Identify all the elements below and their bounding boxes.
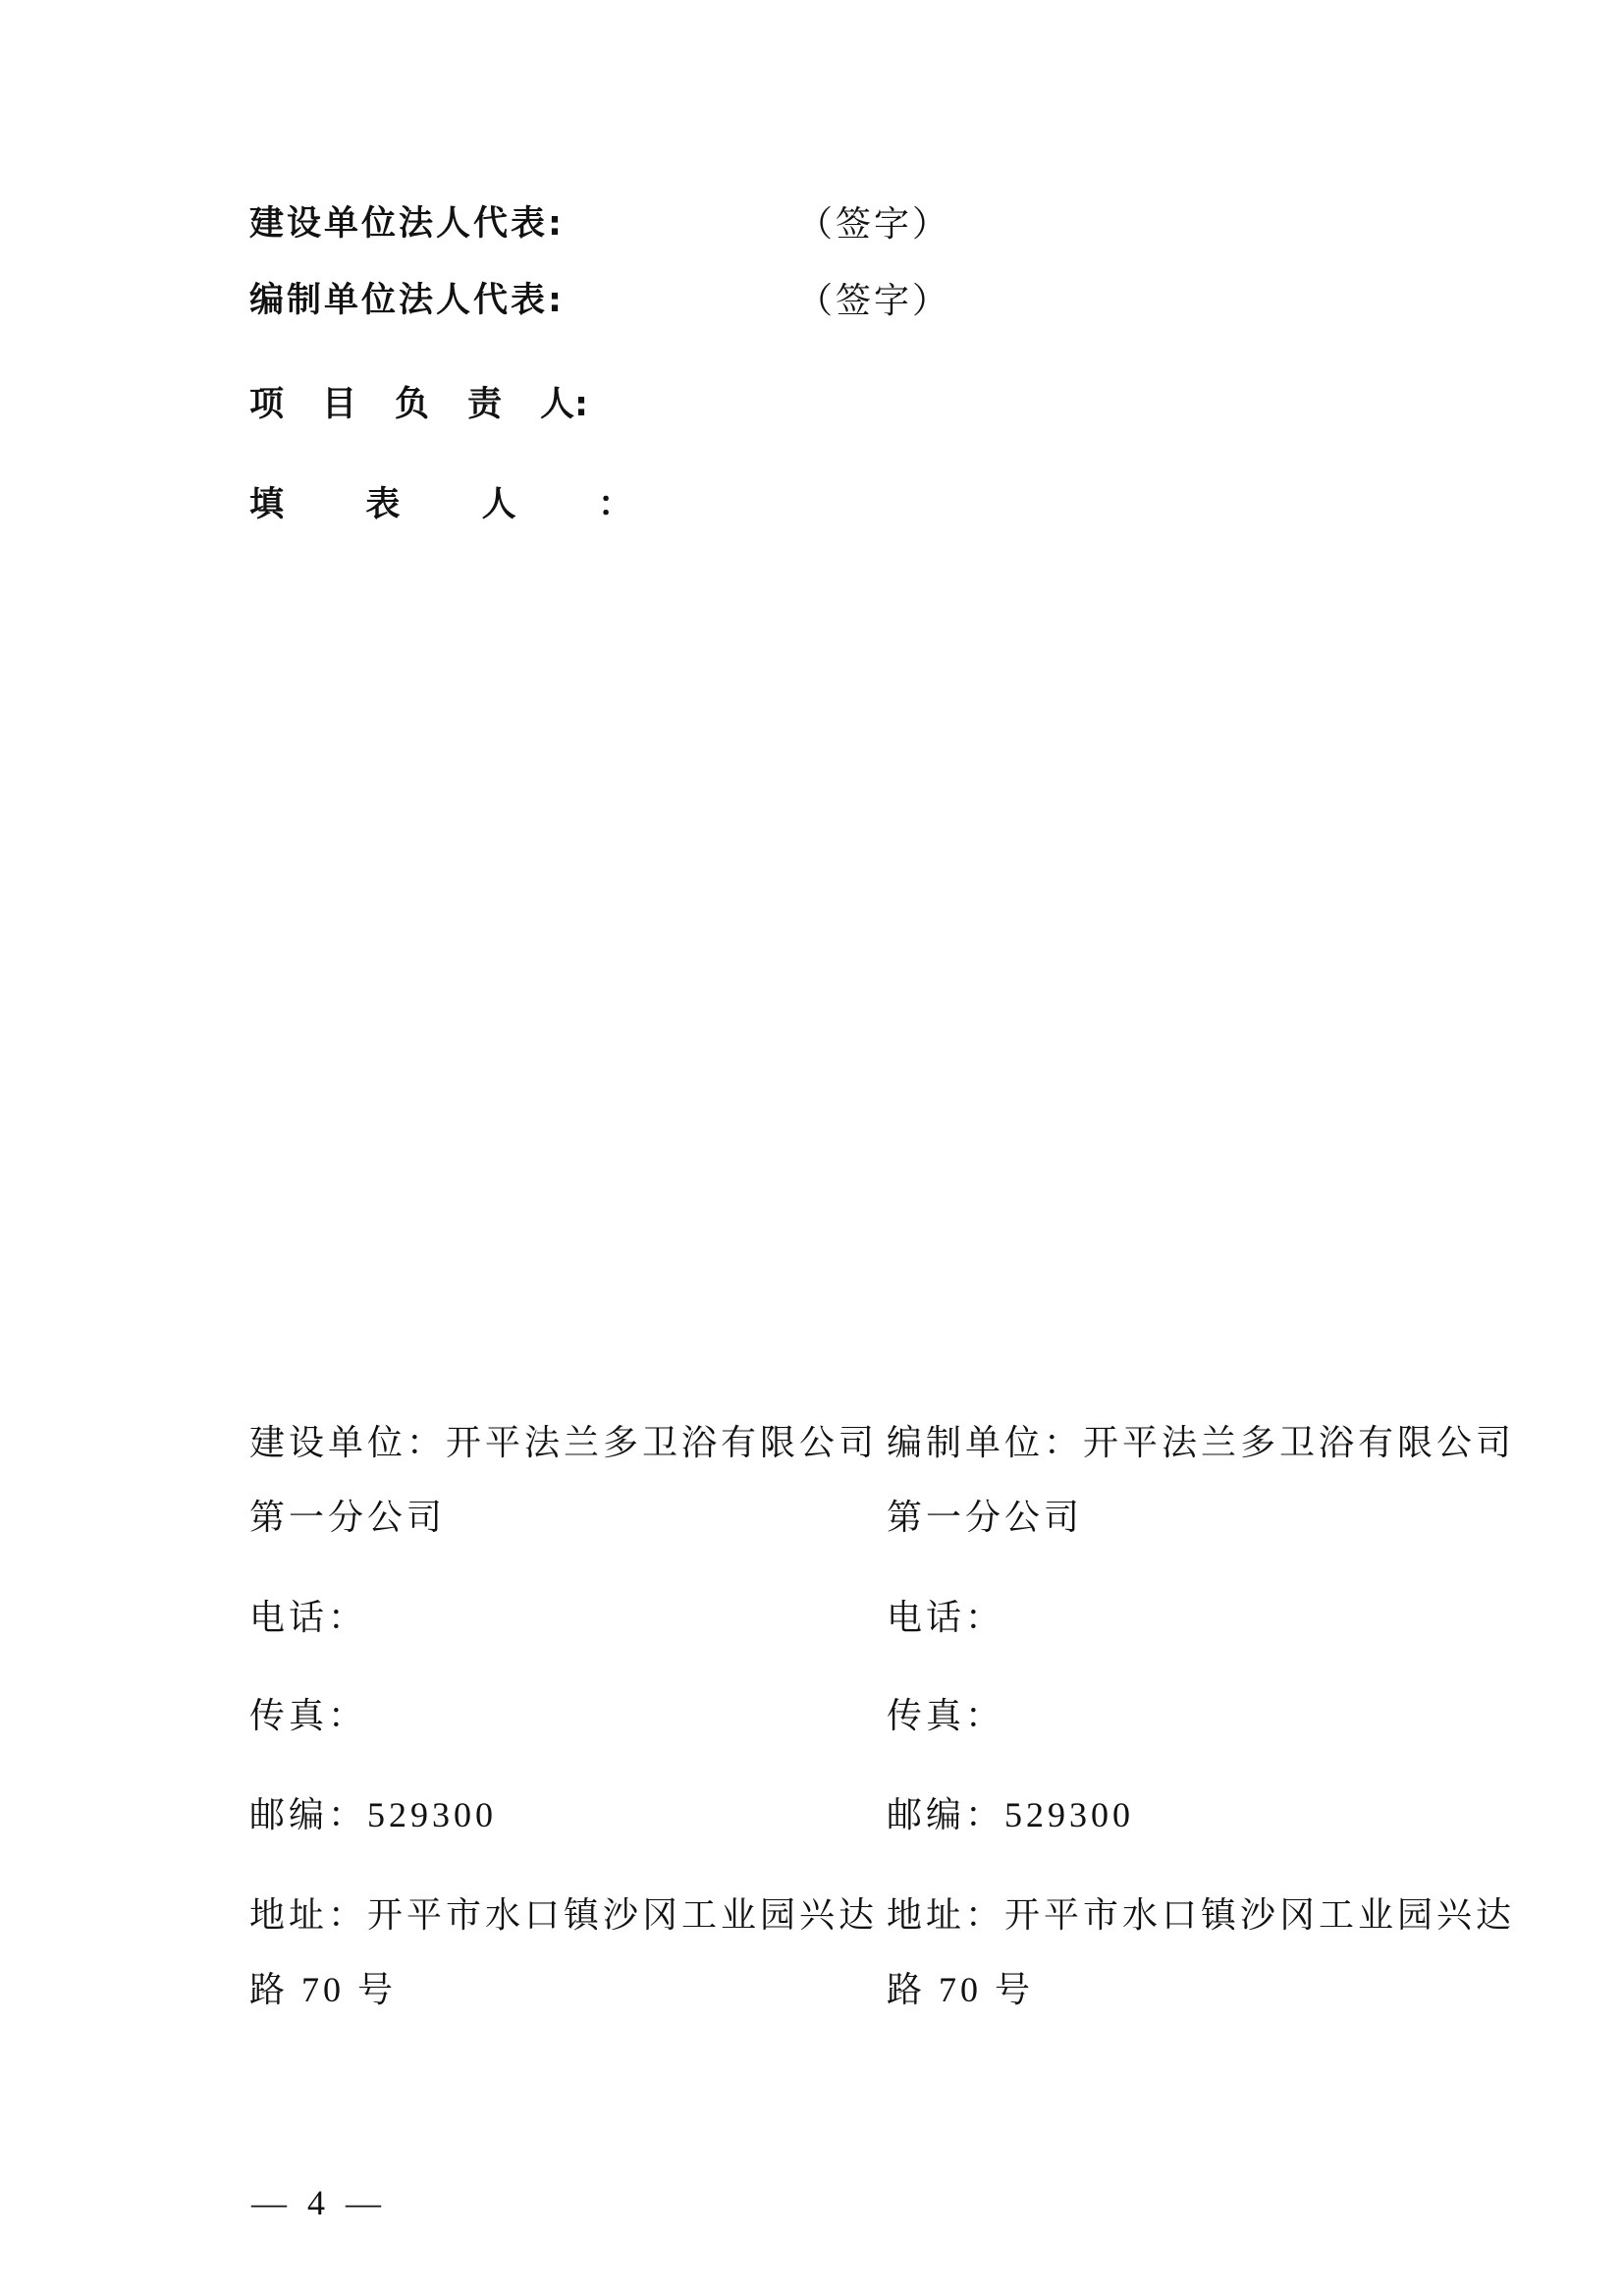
builder-rep-sign-note: （签字） — [797, 204, 951, 244]
editor-address-line1: 地址：开平市水口镇沙冈工业园兴达 — [887, 1895, 1516, 1935]
project-lead-char: 人: — [540, 385, 588, 424]
builder-unit-line2: 第一分公司 — [249, 1498, 447, 1537]
builder-fax: 传真： — [249, 1696, 368, 1735]
builder-postcode: 邮编：529300 — [249, 1795, 498, 1834]
builder-unit-line1: 建设单位：开平法兰多卫浴有限公司 — [249, 1423, 879, 1462]
page-number: — 4 — — [251, 2183, 387, 2222]
editor-postcode: 邮编：529300 — [887, 1795, 1135, 1834]
filler-char: 表 — [365, 485, 401, 524]
filler-char: 填 — [249, 485, 285, 524]
project-lead-label — [249, 383, 588, 426]
builder-address-line2: 路 70 号 — [249, 1970, 398, 2009]
project-lead-char: 负 — [395, 385, 430, 424]
editor-unit-line2: 第一分公司 — [887, 1498, 1084, 1537]
filler-char: ： — [597, 485, 632, 524]
project-lead-char: 项 — [249, 385, 285, 424]
editor-rep-label: 编制单位法人代表: — [249, 281, 565, 320]
filler-char: 人 — [481, 485, 516, 524]
editor-unit-line1: 编制单位：开平法兰多卫浴有限公司 — [887, 1423, 1516, 1462]
project-lead-char: 责 — [467, 385, 503, 424]
builder-address-line1: 地址：开平市水口镇沙冈工业园兴达 — [249, 1895, 879, 1935]
editor-rep-sign-note: （签字） — [797, 281, 951, 320]
project-lead-char: 目 — [322, 385, 357, 424]
editor-fax: 传真： — [887, 1696, 1005, 1735]
filler-label — [249, 483, 632, 526]
builder-rep-label: 建设单位法人代表: — [249, 204, 565, 244]
editor-phone: 电话： — [887, 1598, 1005, 1637]
editor-address-line2: 路 70 号 — [887, 1970, 1035, 2009]
editor-info-column — [887, 1420, 1516, 2012]
builder-phone: 电话： — [249, 1598, 368, 1637]
builder-info-column — [249, 1420, 879, 2012]
